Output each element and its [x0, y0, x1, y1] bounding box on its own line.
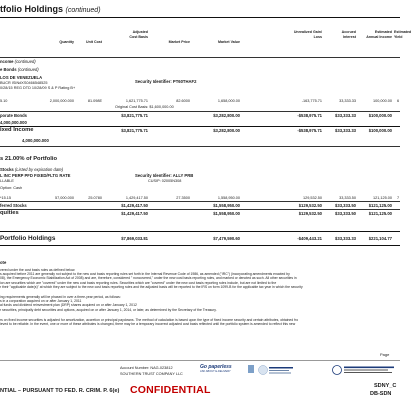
col-annual-income: Estimated Annual Income [366, 30, 392, 39]
col-unit-cost: Unit Cost [86, 40, 102, 44]
fixed-cost: $3,821,775.71 [121, 128, 148, 133]
note-line: s acquired before 2011 are generally not subject to the new cost basis reporting rules set forth in the Internal Revenue Code of 1986, as amended ("IRC") (incorporating amendments enacted by [0, 272, 290, 277]
page-label: Page [380, 352, 390, 357]
total-market-value: $7,479,590.60 [213, 236, 240, 241]
portfolio-percent: s 21.00% of Portfolio [0, 156, 58, 162]
preferred-heading-note: (Listed by expiration date) [14, 167, 64, 172]
security-isin: BUCR ISIN#XS0466548525 [0, 81, 48, 85]
row-market-price: 27.3500 [176, 196, 190, 200]
note-line: ion are securities which are "covered" under the new cost basis reporting rules. Securities which are "covered" under the new cost basis reporting rules include, but are not limited to the [0, 280, 277, 285]
original-cost-basis: Original Cost Basis: $1,600,000.00 [115, 105, 174, 109]
row-gain-loss: 129,532.50 [302, 196, 322, 200]
firm-name: SOUTHERN TRUST COMPANY LLC [120, 372, 183, 376]
bates-label-2: DB-SDN [370, 391, 392, 397]
footer-rule [0, 360, 400, 361]
envelope-icon [248, 365, 254, 373]
note-line: 08), the Emergency Economic Stabilization Act of 2008) and are, therefore, considered " noncovered," under the new cost basis reporting rules, and marked or denoted as such. All other securities in [0, 276, 297, 281]
confidential-legend: NTIAL – PURSUANT TO FED. R. CRIM. P. 6(e) [0, 388, 120, 394]
security-cusip: CUSIP: 02005N308 [148, 179, 182, 183]
eq-cost: $1,429,417.50 [121, 211, 148, 216]
col-quantity: Quantity [59, 40, 74, 44]
col-yield: Estimated Yield [394, 30, 412, 39]
row-accrued: 33,333.33 [339, 99, 356, 103]
equities-rule [0, 209, 400, 210]
section-heading-continued: (continued) [14, 59, 36, 64]
subsection-heading-text: e Bonds [0, 67, 17, 72]
col-market-price: Market Price [168, 40, 190, 44]
col-accrued: Accrued Interest [341, 30, 356, 39]
account-number: Account Number: NAG-023812 [120, 366, 173, 370]
total-cost: $7,869,033.81 [121, 236, 148, 241]
pref-income: $121,125.00 [368, 203, 392, 208]
total-accrued: $33,333.33 [335, 236, 356, 241]
row-income: 121,125.00 [372, 196, 392, 200]
go-paperless-logo [200, 364, 232, 373]
eq-income: $121,125.00 [368, 211, 392, 216]
grand-total-rule [0, 231, 400, 232]
option-note: Option: Cash [0, 186, 23, 190]
header-rule [0, 57, 400, 58]
row-rate: 5.10 [0, 99, 8, 103]
row-market-value: 1,658,000.00 [217, 99, 240, 103]
eq-label: quities [0, 210, 19, 216]
total-gain-loss: -$409,443.21 [297, 236, 322, 241]
pref-cost: $1,429,417.50 [121, 203, 148, 208]
clearing-logo [332, 363, 398, 375]
corp-accrued: $33,333.33 [335, 113, 356, 118]
corp-income: $100,000.00 [368, 113, 392, 118]
page-title-text: tfolio Holdings [0, 4, 63, 14]
pref-label: ferred Stocks [0, 203, 27, 208]
preferred-heading-text: Stocks [0, 167, 14, 172]
go-paperless-text: Go paperless [200, 364, 232, 370]
fixed-income: $100,000.00 [368, 128, 392, 133]
col-gain-loss: Unrealized Gain/ Loss [293, 30, 322, 39]
note-line: rs on fixed income securities is adjusted for amortization, accretion or principal paydowns. The method of calculation is based upon the type of fixed income security and certain attributes, obtained fro [0, 317, 299, 322]
col-cost-basis: Adjusted Cost Basis [129, 30, 148, 39]
preferred-heading [0, 167, 63, 172]
notes-body [0, 268, 303, 326]
pref-gain-loss: $129,532.50 [298, 203, 322, 208]
subsection-heading [0, 67, 39, 72]
note-line: ieved to be reliable. In the event, one or more of these attributes is changed, there may be a temporary incorrect adjusted cost basis reflected until the portfolio system is amended to reflect this new [0, 322, 296, 327]
total-income: $221,104.77 [368, 236, 392, 241]
total-label: Portfolio Holdings [0, 235, 56, 242]
row-yield: 6 [397, 99, 400, 103]
note-line: ing requirements generally will be phased in over a three-year period, as follows: [0, 295, 121, 300]
title-rule [0, 17, 400, 18]
section-total-rule [0, 126, 400, 127]
subsection-heading-continued: (continued) [17, 67, 39, 72]
note-line: r securities, principally debt securities and options, acquired on or after January 1, 2014, or later, as determined by the Secretary of the Treasury. [0, 307, 217, 312]
corp-gain-loss: -$538,975.71 [297, 113, 322, 118]
clearing-logo-icon [332, 364, 398, 376]
callable-note: LLABLE [0, 179, 14, 183]
security-identifier: Security Identifier: PT60THAF2 [135, 79, 197, 84]
corp-market-value: $3,282,800.00 [213, 113, 240, 118]
subtotal-rule [0, 111, 400, 112]
row-cost-basis: 1,621,775.71 [125, 99, 148, 103]
section-heading-text: ncome [0, 59, 14, 64]
note-line: s in a corporation acquired on or after January 1, 2011 [0, 299, 82, 304]
row-gain-loss: -163,775.71 [301, 99, 322, 103]
ask-about-edelivery: ASK ABOUT E-DELIVERY [200, 370, 231, 373]
security-issuer: L INC PERP PFD FIXED/FLTG RATE [0, 173, 71, 178]
grand-total-bottom-rule [0, 245, 400, 246]
page-title-continued: (continued) [65, 7, 101, 14]
row-quantity: 57,000.000 [54, 196, 74, 200]
corp-cost: $3,821,775.71 [121, 113, 148, 118]
row-market-value: 1,558,950.00 [217, 196, 240, 200]
notes-heading: ote [0, 260, 7, 265]
page-title [0, 4, 101, 14]
bates-label-1: SDNY_C [374, 383, 397, 389]
fixed-gain-loss: -$538,975.71 [297, 128, 322, 133]
row-yield: 7 [397, 196, 400, 200]
partner-logo [258, 363, 294, 375]
row-rate: *15.15 [0, 196, 11, 200]
fixed-market-value: $3,282,800.00 [213, 128, 240, 133]
note-line: vered under the cost basis rules as defined below. [0, 268, 76, 272]
section-end-rule [0, 146, 400, 147]
corp-label: porate Bonds [0, 113, 27, 118]
row-market-price: 82.6000 [176, 99, 190, 103]
eq-gain-loss: $129,532.50 [298, 211, 322, 216]
row-unit-cost: 25.0780 [88, 196, 102, 200]
subtotal-rule [0, 201, 400, 202]
section-heading [0, 59, 36, 64]
row-quantity: 2,000,000.000 [49, 99, 74, 103]
fixed-accrued: $33,333.33 [335, 128, 356, 133]
row-cost-basis: 1,429,417.50 [125, 196, 148, 200]
confidential-stamp: CONFIDENTIAL [130, 384, 211, 396]
security-rate: 0/28/15 REG DTD 10/28/09 S & P Rating B+ [0, 86, 76, 90]
row-accrued: 33,333.50 [339, 196, 356, 200]
security-identifier: Security Identifier: ALLY PRB [135, 173, 194, 178]
row-income: 100,000.00 [372, 99, 392, 103]
pref-accrued: $33,333.50 [335, 203, 356, 208]
col-market-value: Market Value [218, 40, 240, 44]
corp-quantity: 4,000,000.000 [0, 120, 27, 125]
eq-market-value: $1,558,950.00 [213, 211, 240, 216]
partner-logo-icon [258, 364, 294, 376]
note-line: r their "applicable date(s)" at which they are subject to the new cost basis reporting rules and the adjusted basis will be reported to the IRS on form 1099-B for the applicable tax year in which the security [0, 284, 303, 289]
security-issuer: LOS DE VENEZUELA [0, 75, 43, 80]
fixed-label: ixed Income [0, 127, 34, 133]
note-line: al funds and dividend reinvestment plan (DRP) shares acquired on or after January 1, 2012 [0, 303, 137, 308]
row-unit-cost: 81.098E [87, 99, 102, 103]
fixed-quantity: 4,000,000.000 [22, 138, 49, 143]
eq-accrued: $33,333.50 [335, 211, 356, 216]
pref-market-value: $1,558,950.00 [213, 203, 240, 208]
